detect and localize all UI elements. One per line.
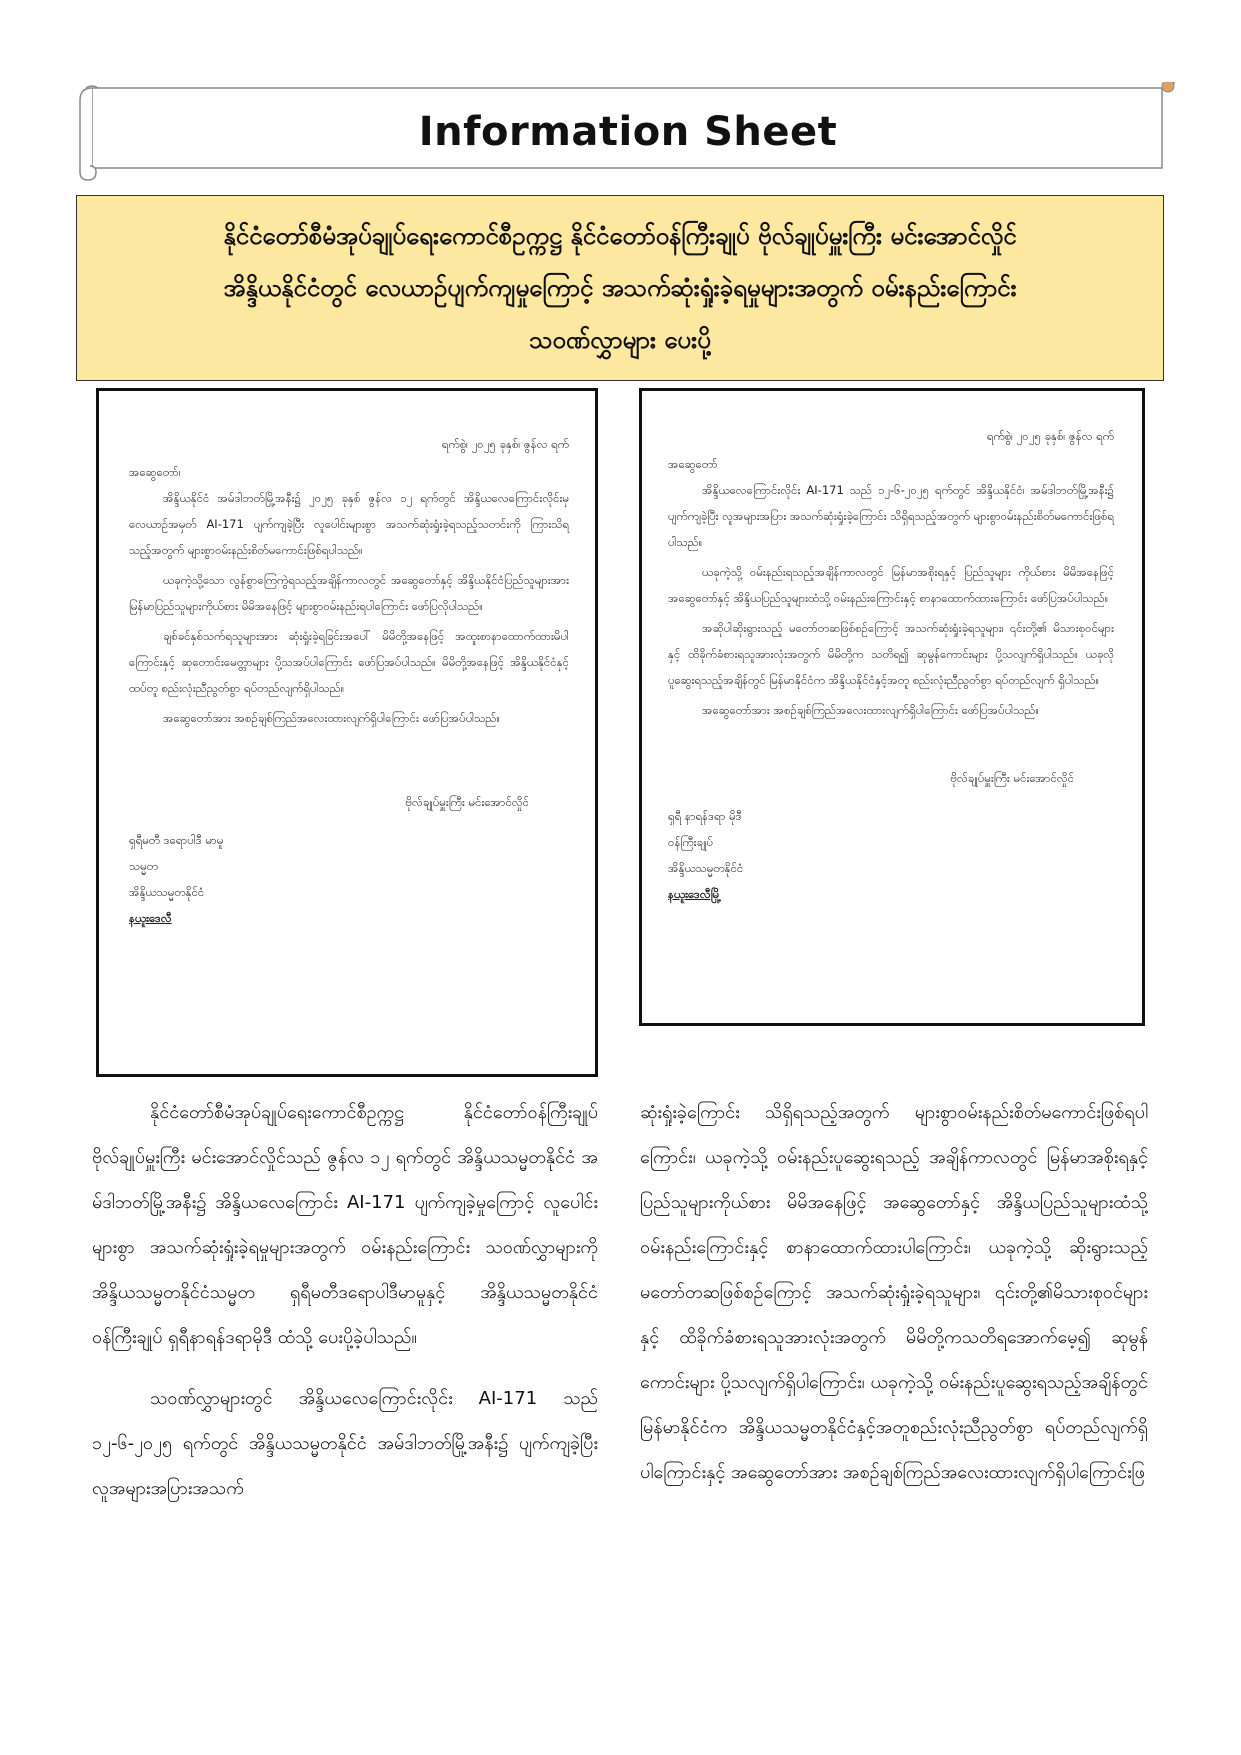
letter-paragraph: ယခုကဲ့သို့သော လွန်စွာကြေကွဲရသည့်အချိန်ကာလတွင် အဆွေတော်နှင့် အိန္ဒိယနိုင်ငံပြည်သူများအား မြန်မာပြည်သူများကိုယ်စား မိမိအနေဖြင့် များစွာဝမ်းနည်းရပါကြောင်း ဖော်ပြလိုပါသည်။	[129, 573, 569, 613]
letter-salutation: အဆွေတော်၊	[129, 465, 181, 479]
letter-paragraph: ယခုကဲ့သို့ ဝမ်းနည်းရသည့်အချိန်ကာလတွင် မြန်မာအစိုးရနှင့် ပြည်သူများ ကိုယ်စား မိမိအနေဖြင့် အဆွေတော်နှင့် အိန္ဒိယပြည်သူများထံသို့ ဝမ်းနည်းကြောင်းနှင့် စာနာထောက်ထားကြောင်း ဖော်ပြအပ်ပါသည်။	[668, 565, 1114, 605]
letter-paragraph: အိန္ဒိယလေကြောင်းလိုင်း AI-171 သည် ၁၂-၆-၂၀၂၅ ရက်တွင် အိန္ဒိယနိုင်ငံ၊ အမ်ဒါဘတ်မြို့အနီး၌ ပျက်ကျခဲ့ပြီး လူအများအပြား အသက်ဆုံးရှုံးခဲ့ကြောင်း သိရှိရသည့်အတွက် များစွာဝမ်းနည်းစိတ်မကောင်းဖြစ်ရပါသည်။	[668, 483, 1114, 549]
recipient-country: အိန္ဒိယသမ္မတနိုင်ငံ	[129, 885, 205, 899]
body-paragraph: ဆုံးရှုံးခဲ့ကြောင်း သိရှိရသည့်အတွက် များစွာဝမ်းနည်းစိတ်မကောင်းဖြစ်ရပါကြောင်း၊ ယခုကဲ့သို့ ဝမ်းနည်းပူဆွေးရသည့် အချိန်ကာလတွင် မြန်မာအစိုးရနှင့် ပြည်သူများကိုယ်စား မိမိအနေဖြင့် အဆွေတော်နှင့် အိန္ဒိယပြည်သူများထံသို့ ဝမ်းနည်းကြောင်းနှင့် စာနာထောက်ထားပါကြောင်း၊ ယခုကဲ့သို့ ဆိုးရွားသည့် မတော်တဆဖြစ်စဉ်ကြောင့် အသက်ဆုံးရှုံးခဲ့ရသူများ၊ ၎င်းတို့၏မိသားစုဝင်များနှင့် ထိခိုက်ခံစားရသူအားလုံးအတွက် မိမိတို့ကသတိရအောက်မေ့၍ ဆုမွန်ကောင်းများ ပို့သလျက်ရှိပါကြောင်း၊ ယခုကဲ့သို့ ဝမ်းနည်းပူဆွေးရသည့်အချိန်တွင် မြန်မာနိုင်ငံက အိန္ဒိယသမ္မတနိုင်ငံနှင့်အတူစည်းလုံးညီညွတ်စွာ ရပ်တည်လျက်ရှိပါကြောင်းနှင့် အဆွေတော်အား အစဉ်ချစ်ကြည်အလေးထားလျက်ရှိပါကြောင်းဖြ	[640, 1102, 1148, 1483]
letter-signature: ဗိုလ်ချုပ်မှူးကြီး မင်းအောင်လှိုင်	[950, 771, 1074, 785]
recipient-city: နယူးဒေလီ	[129, 911, 172, 925]
headline-line-2: အိန္ဒိယနိုင်ငံတွင် လေယာဉ်ပျက်ကျမှုကြောင့် အသက်ဆုံးရှုံးခဲ့ရမှုများအတွက် ဝမ်းနည်းကြောင်း	[223, 274, 1017, 302]
letter-to-president	[96, 388, 598, 1077]
headline-line-1: နိုင်ငံတော်စီမံအုပ်ချုပ်ရေးကောင်စီဥက္ကဋ္ဌ နိုင်ငံတော်ဝန်ကြီးချုပ် ဗိုလ်ချုပ်မှူးကြီး မင်းအောင်လှိုင်	[223, 222, 1017, 250]
letter-paragraph: အဆိုပါဆိုးရွားသည့် မတော်တဆဖြစ်စဉ်ကြောင့် အသက်ဆုံးရှုံးခဲ့ရသူများ၊ ၎င်းတို့၏ မိသားစုဝင်များနှင့် ထိခိုက်ခံစားရသူအားလုံးအတွက် မိမိတို့က သတိရ၍ ဆုမွန်ကောင်းများ ပို့သလျက်ရှိပါသည်။ ယခုလို ပူဆွေးရသည့်အချိန်တွင် မြန်မာနိုင်ငံက အိန္ဒိယနိုင်ငံနှင့်အတူ စည်းလုံးညီညွတ်စွာ ရပ်တည်လျက် ရှိပါသည်။	[668, 621, 1114, 687]
letter-paragraph: အဆွေတော်အား အစဉ်ချစ်ကြည်အလေးထားလျက်ရှိပါကြောင်း ဖော်ပြအပ်ပါသည်။	[702, 703, 1039, 717]
letter-paragraph: ချစ်ခင်နှစ်သက်ရသူများအား ဆုံးရှုံးခဲ့ရခြင်းအပေါ် မိမိတို့အနေဖြင့် အထူးစာနာထောက်ထားမိပါကြောင်းနှင့် ဆုတောင်းမေတ္တာများ ပို့သအပ်ပါကြောင်း ဖော်ပြအပ်ပါသည်။ မိမိတို့အနေဖြင့် အိန္ဒိယနိုင်ငံနှင့်ထပ်တူ စည်းလုံးညီညွတ်စွာ ရပ်တည်လျက်ရှိပါသည်။	[129, 629, 569, 695]
headline-box	[76, 195, 1164, 381]
recipient-title: ဝန်ကြီးချုပ်	[668, 835, 714, 849]
title-banner	[78, 82, 1178, 182]
letter-signature: ဗိုလ်ချုပ်မှူးကြီး မင်းအောင်လှိုင်	[405, 795, 529, 809]
letter-paragraph: အဆွေတော်အား အစဉ်ချစ်ကြည်အလေးထားလျက်ရှိပါကြောင်း ဖော်ပြအပ်ပါသည်။	[163, 711, 500, 725]
letter-paragraph: အိန္ဒိယနိုင်ငံ အမ်ဒါဘတ်မြို့အနီး၌ ၂၀၂၅ ခုနှစ် ဇွန်လ ၁၂ ရက်တွင် အိန္ဒိယလေကြောင်းလိုင်းမှ လေယာဉ်အမှတ် AI-171 ပျက်ကျခဲ့ပြီး လူပေါင်းများစွာ အသက်ဆုံးရှုံးခဲ့ရသည့်သတင်းကို ကြားသိရသည့်အတွက် များစွာဝမ်းနည်းစိတ်မကောင်းဖြစ်ရပါသည်။	[129, 491, 569, 557]
letter-date: ရက်စွဲ၊ ၂၀၂၅ ခုနှစ်၊ ဇွန်လ ရက်	[986, 429, 1114, 443]
body-column-right	[640, 1090, 1148, 1495]
recipient-city: နယူးဒေလီမြို့	[668, 887, 721, 901]
letter-salutation: အဆွေတော်	[668, 457, 718, 471]
body-paragraph: သဝဏ်လွှာများတွင် အိန္ဒိယလေကြောင်းလိုင်း AI-171 သည် ၁၂-၆-၂၀၂၅ ရက်တွင် အိန္ဒိယသမ္မတနိုင်ငံ အမ်ဒါဘတ်မြို့အနီး၌ ပျက်ကျခဲ့ပြီး လူအများအပြားအသက်	[92, 1388, 598, 1499]
body-paragraph: နိုင်ငံတော်စီမံအုပ်ချုပ်ရေးကောင်စီဥက္ကဋ္ဌ နိုင်ငံတော်ဝန်ကြီးချုပ် ဗိုလ်ချုပ်မှူးကြီး မင်းအောင်လှိုင်သည် ဇွန်လ ၁၂ ရက်တွင် အိန္ဒိယသမ္မတနိုင်ငံ အမ်ဒါဘတ်မြို့အနီး၌ အိန္ဒိယလေကြောင်း AI-171 ပျက်ကျခဲ့မှုကြောင့် လူပေါင်းများစွာ အသက်ဆုံးရှုံးခဲ့ရမှုများအတွက် ဝမ်းနည်းကြောင်း သဝဏ်လွှာများကို အိန္ဒိယသမ္မတနိုင်ငံသမ္မတ ရှရီမတီဒရောပါဒီမာမူနှင့် အိန္ဒိယသမ္မတနိုင်ငံ ဝန်ကြီးချုပ် ရှရီနာရန်ဒရာမိုဒီ ထံသို့ ပေးပို့ခဲ့ပါသည်။	[92, 1102, 598, 1348]
page-title: Information Sheet	[418, 109, 838, 155]
letter-date: ရက်စွဲ၊ ၂၀၂၅ ခုနှစ်၊ ဇွန်လ ရက်	[441, 437, 569, 451]
recipient-title: သမ္မတ	[129, 859, 158, 873]
headline-line-3: သဝဏ်လွှာများ ပေးပို့	[529, 326, 711, 354]
recipient-name: ရှရီ နာရန်ဒရာ မိုဒီ	[668, 809, 742, 823]
body-column-left	[92, 1090, 598, 1511]
letter-to-prime-minister	[639, 388, 1145, 1026]
recipient-name: ရှရီမတီ ဒရောပါဒီ မာမူ	[129, 833, 224, 847]
recipient-country: အိန္ဒိယသမ္မတနိုင်ငံ	[668, 861, 744, 875]
